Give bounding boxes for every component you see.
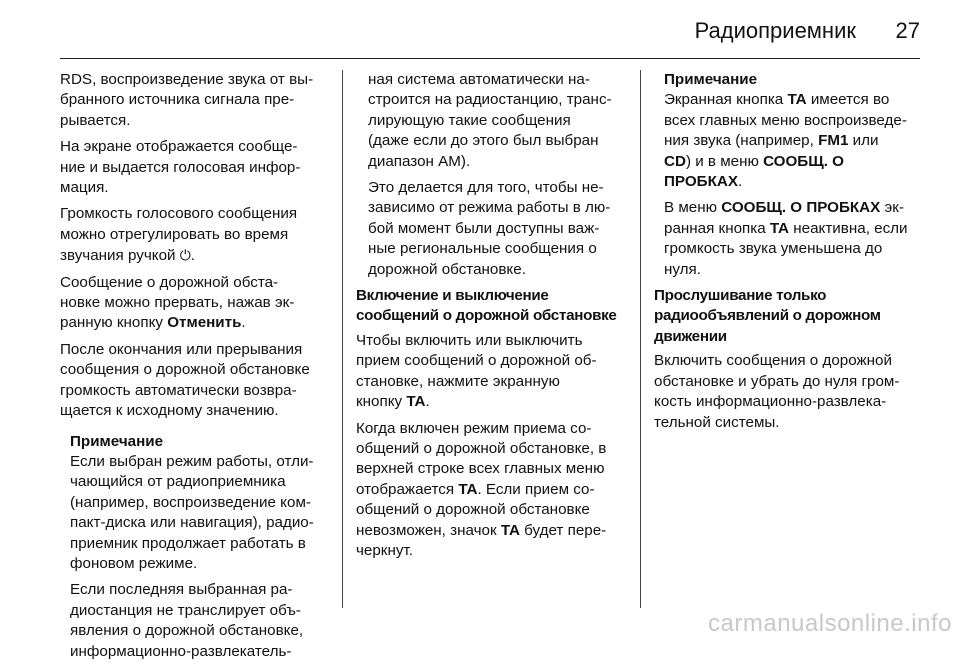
cancel-button-label: Отменить: [167, 314, 242, 332]
column-divider: [342, 70, 343, 608]
note-title: Примечание: [664, 71, 758, 88]
column-divider: [640, 70, 641, 608]
power-knob-icon: ⏻: [179, 247, 191, 264]
section-heading: Включение и выключение сообщений о дорожной обстановке: [356, 287, 617, 325]
paragraph: Громкость голосового сообщения можно отрегулировать во время звучания ручкой ⏻.: [60, 205, 298, 265]
column-middle: [356, 70, 624, 567]
ta-button-label: TA: [406, 393, 426, 411]
page-header: [60, 14, 920, 60]
note-block: Примечание Экранная кнопка TA имеется во всех главных меню воспроизведе- ния звука (например, FM1 или CD) и в меню СООБЩ. О ПРОБКАХ. В меню СООБЩ. О ПРОБКАХ эк- ранная кнопка TA неактивна, если громкость звука уменьшена до нуля.: [654, 70, 924, 280]
paragraph: Когда включен режим приема со- общений о дорожной обстановке, в верхней строке всех главных меню отображается TA. Если прием со- общений о дорожной обстановке невозможен, значок TA будет пере- черкнут.: [356, 419, 607, 559]
note-title: Примечание: [70, 432, 164, 450]
note-continuation: ная система автоматически на- строится на радиостанцию, транс- лирующую такие сообщения (даже если до этого был выбран диапазон AM). Это делается для того, чтобы не- зависимо от режима работы в лю- бой момент были доступны важ- ные региональные сообщения о дорожной обстановке.: [368, 71, 612, 278]
paragraph: RDS, воспроизведение звука от вы- бранного источника сигнала пре- рывается.: [60, 71, 314, 129]
paragraph: Сообщение о дорожной обста- новке можно прервать, нажав эк- ранную кнопку Отменить.: [60, 273, 295, 332]
watermark: carmanualsonline.info: [708, 610, 952, 637]
column-left: [60, 70, 326, 668]
page-title: Радиоприемник: [694, 18, 856, 43]
paragraph: Чтобы включить или выключить прием сообщений о дорожной об- становке, нажмите экранную кнопку TA.: [356, 331, 597, 411]
page-number: 27: [895, 18, 920, 43]
paragraph: На экране отображается сообще- ние и выдается голосовая инфор- мация.: [60, 138, 301, 197]
column-right: [654, 70, 924, 439]
note-block: Примечание Если выбран режим работы, отли- чающийся от радиоприемника (например, воспроизведение ком- пакт-диска или навигация), радио- приемник продолжает работать в фоновом режиме. Если последняя выбранная ра- диостанция не транслирует объ- явления о дорожной обстановке, информационно-развлекатель-: [60, 432, 326, 662]
paragraph: Включить сообщения о дорожной обстановке и убрать до нуля гром- кость информационно-развлека- тельной системы.: [654, 352, 900, 431]
paragraph: После окончания или прерывания сообщения о дорожной обстановке громкость автоматически возвра- щается к исходному значению.: [60, 340, 310, 420]
section-heading: Прослушивание только радиообъявлений о дорожном движении: [654, 287, 881, 345]
header-rule: [60, 58, 920, 59]
